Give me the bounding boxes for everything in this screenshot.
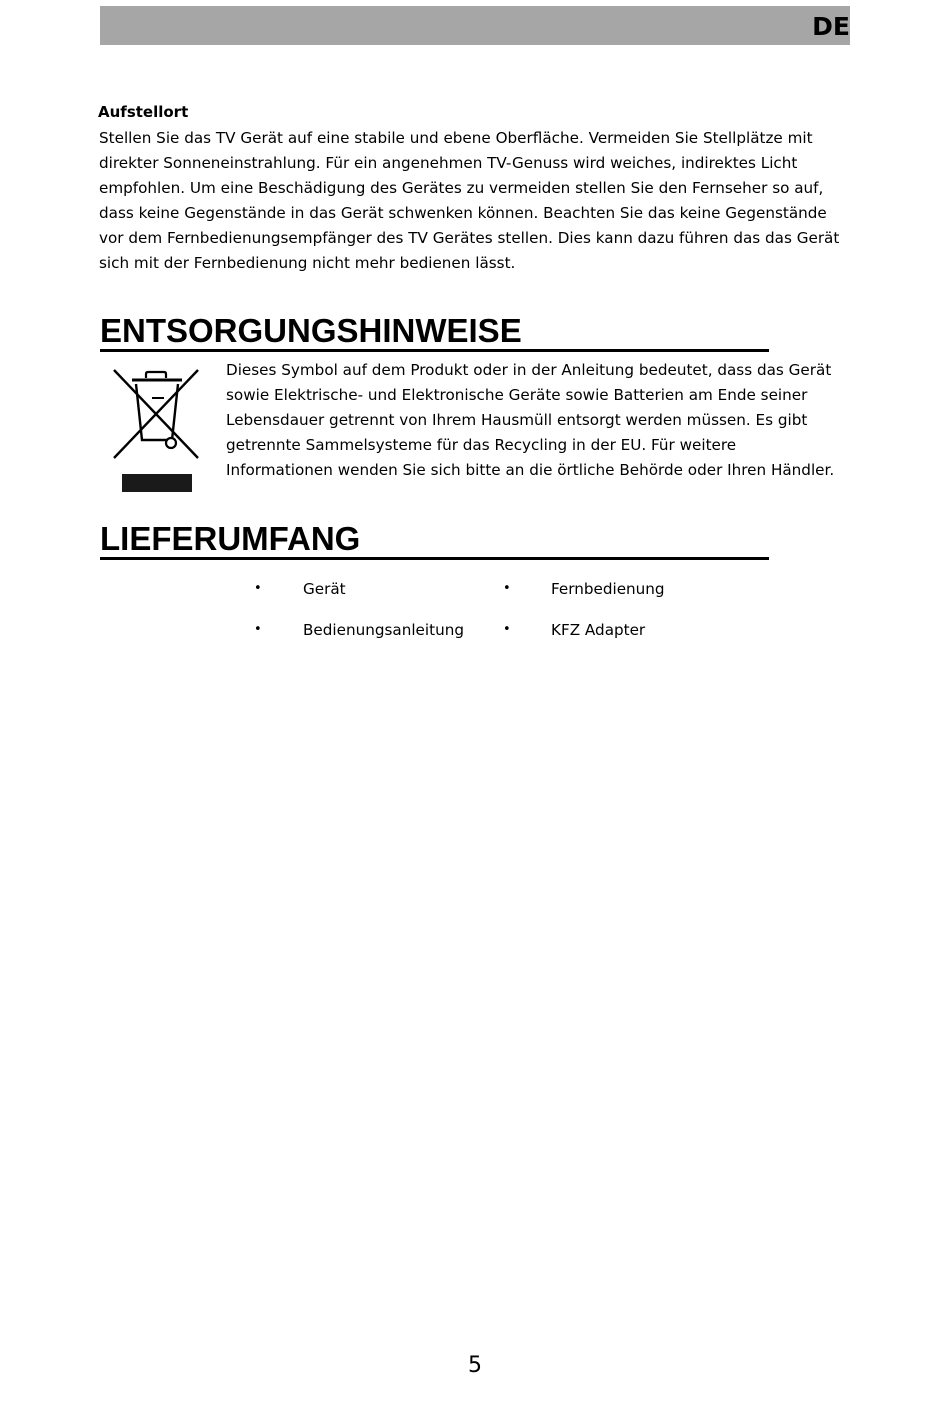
list-item-label: KFZ Adapter: [551, 621, 646, 639]
bullet-icon: •: [503, 581, 511, 596]
setup-paragraph: [99, 126, 859, 276]
setup-line: vor dem Fernbedienungsempfänger des TV Gerätes stellen. Dies kann dazu führen das das Gerät: [99, 229, 840, 247]
setup-line: sich mit der Fernbedienung nicht mehr bedienen lässt.: [99, 254, 516, 272]
setup-line: Stellen Sie das TV Gerät auf eine stabile und ebene Oberfläche. Vermeiden Sie Stellplätze mit: [99, 129, 813, 147]
weee-crossed-out-bin-icon: [108, 362, 204, 496]
setup-line: empfohlen. Um eine Beschädigung des Gerätes zu vermeiden stellen Sie den Fernseher so auf,: [99, 179, 824, 197]
list-item-label: Gerät: [303, 580, 346, 598]
disposal-line: Dieses Symbol auf dem Produkt oder in der Anleitung bedeutet, dass das Gerät: [226, 361, 832, 379]
contents-section-title: LIEFERUMFANG: [100, 521, 769, 560]
setup-line: direkter Sonneneinstrahlung. Für ein angenehmen TV-Genuss wird weiches, indirektes Licht: [99, 154, 798, 172]
list-item-label: Bedienungsanleitung: [303, 621, 464, 639]
disposal-line: Informationen wenden Sie sich bitte an die örtliche Behörde oder Ihren Händler.: [226, 461, 835, 479]
bullet-icon: •: [503, 622, 511, 637]
disposal-line: getrennte Sammelsysteme für das Recycling in der EU. Für weitere: [226, 436, 737, 454]
page-number: 5: [468, 1353, 482, 1378]
disposal-line: Lebensdauer getrennt von Ihrem Hausmüll entsorgt werden müssen. Es gibt: [226, 411, 808, 429]
setup-heading: Aufstellort: [98, 103, 189, 121]
bullet-icon: •: [254, 622, 262, 637]
disposal-section-title: ENTSORGUNGSHINWEISE: [100, 313, 769, 352]
disposal-paragraph: [226, 358, 866, 483]
setup-line: dass keine Gegenstände in das Gerät schwenken können. Beachten Sie das keine Gegenstände: [99, 204, 827, 222]
language-header-bar: [100, 6, 850, 45]
language-code: DE: [812, 12, 850, 41]
list-item-label: Fernbedienung: [551, 580, 665, 598]
disposal-line: sowie Elektrische- und Elektronische Geräte sowie Batterien am Ende seiner: [226, 386, 808, 404]
bullet-icon: •: [254, 581, 262, 596]
